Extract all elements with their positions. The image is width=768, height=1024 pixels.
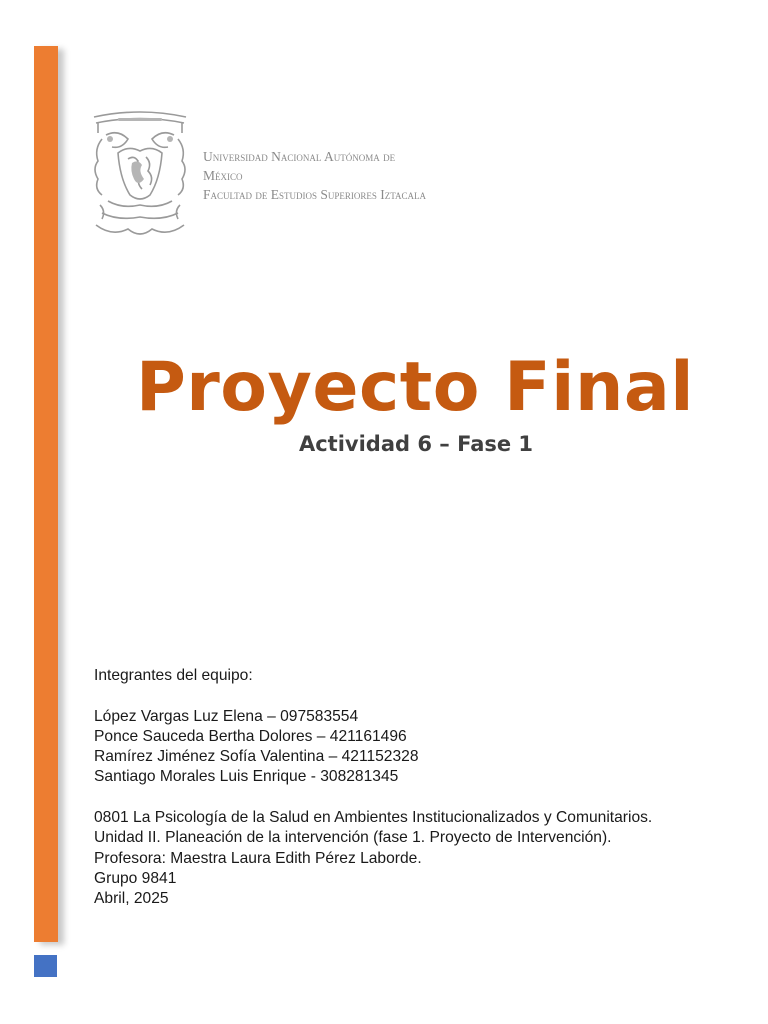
team-member: López Vargas Luz Elena – 097583554 (94, 707, 359, 725)
course-teacher: Profesora: Maestra Laura Edith Pérez Laborde. (94, 849, 422, 867)
institution-header (203, 147, 523, 204)
team-member: Santiago Morales Luis Enrique - 308281345 (94, 768, 399, 786)
university-name-line1: Universidad Nacional Autónoma de (203, 149, 396, 164)
university-name-line2: México (203, 168, 243, 183)
course-date: Abril, 2025 (94, 890, 169, 908)
blue-corner-square (34, 955, 57, 977)
course-subject: 0801 La Psicología de la Salud en Ambientes Institucionalizados y Comunitarios. (94, 809, 653, 827)
team-member: Ramírez Jiménez Sofía Valentina – 421152328 (94, 748, 419, 766)
team-member: Ponce Sauceda Bertha Dolores – 421161496 (94, 727, 407, 745)
orange-side-bar (34, 46, 58, 942)
document-title: Proyecto Final (135, 348, 695, 427)
document-subtitle: Actividad 6 – Fase 1 (298, 432, 534, 456)
team-heading: Integrantes del equipo: (94, 667, 253, 684)
course-unit: Unidad II. Planeación de la intervención (fase 1. Proyecto de Intervención). (94, 829, 612, 847)
unam-seal-icon (88, 109, 192, 241)
course-group: Grupo 9841 (94, 869, 177, 887)
faculty-name: Facultad de Estudios Superiores Iztacala (203, 187, 426, 202)
team-info (94, 666, 734, 910)
